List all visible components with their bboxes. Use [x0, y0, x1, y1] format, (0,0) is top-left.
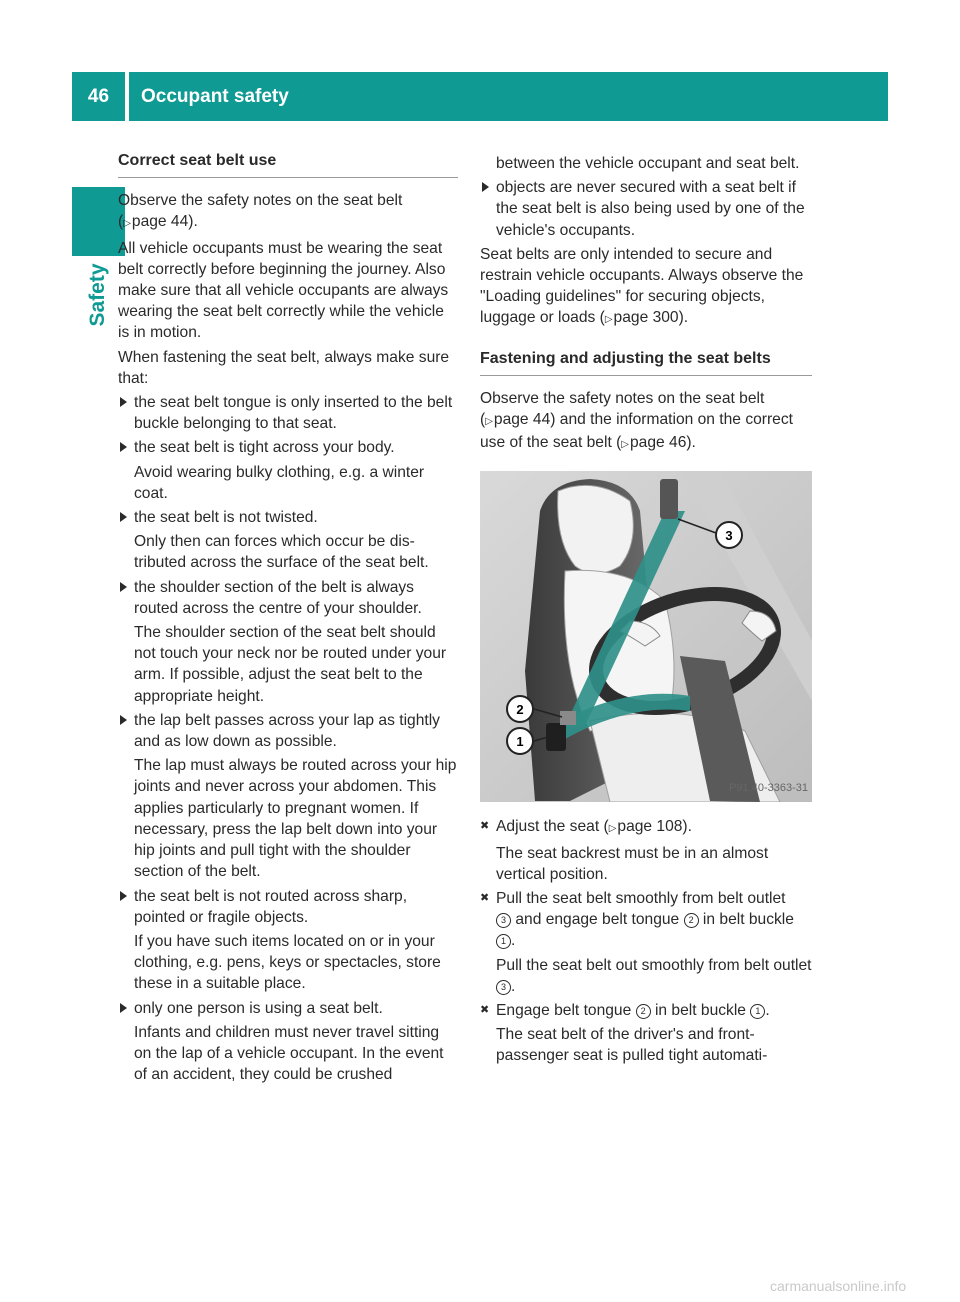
- page-ref-icon: [485, 411, 494, 428]
- list-item: ✖ Engage belt tongue 2 in belt buckle 1 . The seat belt of the driver's and front-passenger seat is pulled tight automati-: [480, 1000, 812, 1067]
- list-item: the seat belt is tight across your body. Avoid wearing bulky clothing, e.g. a winter coat.: [118, 437, 458, 504]
- page-reference-link[interactable]: page 44).: [131, 213, 198, 231]
- marker-1-icon: 1: [750, 1004, 765, 1019]
- paragraph: Observe the safety notes on the seat belt (▷ page 44).: [118, 190, 458, 234]
- page-reference-link[interactable]: page 46).: [630, 434, 696, 452]
- list-item: the seat belt tongue is only inserted to the belt buckle belonging to that seat.: [118, 392, 458, 434]
- footer-url: carmanualsonline.info: [770, 1278, 907, 1294]
- bullet-list: [480, 177, 812, 241]
- left-column: [118, 150, 458, 1088]
- seat-belt-illustration: [480, 471, 812, 802]
- marker-3-icon: 3: [496, 913, 511, 928]
- page-reference-link[interactable]: page 300).: [613, 309, 689, 327]
- marker-2-icon: 2: [684, 913, 699, 928]
- page-reference-link[interactable]: page 108).: [617, 818, 692, 836]
- list-item: ✖ Adjust the seat (▷ page 108). The seat backrest must be in an almost vertical position.: [480, 816, 812, 885]
- instruction-steps: [480, 816, 812, 1066]
- header-divider: [125, 72, 129, 121]
- list-item: the shoulder section of the belt is always routed across the centre of your shoulder. The shoulder section of the seat belt should not touch your neck nor be routed under your arm. If possible, adjust the seat belt to the appropriate height.: [118, 577, 458, 707]
- page-ref-icon: [605, 309, 614, 326]
- page-header: [72, 72, 888, 121]
- list-continuation: between the vehicle occupant and seat belt.: [496, 155, 800, 172]
- heading-fastening-adjusting: Fastening and adjusting the seat belts: [480, 348, 812, 376]
- list-item: the lap belt passes across your lap as tightly and as low down as possible. The lap must always be routed across your hip joints and never across your abdomen. This applies particularly to pregnant women. If necessary, press the lap belt down into your hip joints and pull tight with the shoulder section of the belt.: [118, 710, 458, 883]
- marker-2-icon: 2: [636, 1004, 651, 1019]
- callout-1-label: 1: [516, 734, 524, 750]
- list-item: objects are never secured with a seat belt if the seat belt is also being used by one of the vehicle's occupants.: [480, 177, 812, 241]
- paragraph: Seat belts are only intended to secure and restrain vehicle occupants. Always observe the "Loading guidelines" for securing objects, luggage or loads (▷ page 300).: [480, 244, 812, 331]
- bullet-list: [118, 392, 458, 1085]
- belt-buckle: [546, 723, 566, 751]
- heading-correct-seat-belt-use: Correct seat belt use: [118, 150, 458, 178]
- paragraph: Observe the safety notes on the seat belt (▷ page 44) and the information on the correct use of the seat belt (▷ page 46).: [480, 388, 812, 456]
- list-item: only one person is using a seat belt. Infants and children must never travel sitting on the lap of a vehicle occupant. In the event of an accident, they could be crushed: [118, 998, 458, 1086]
- marker-3-icon: 3: [496, 980, 511, 995]
- marker-1-icon: 1: [496, 934, 511, 949]
- section-title: Occupant safety: [141, 86, 289, 107]
- page-ref-icon: [621, 434, 630, 451]
- page-number: 46: [87, 85, 110, 107]
- figure-code: P91.40-3363-31: [729, 782, 808, 795]
- seat-belt-drawing: [480, 471, 812, 802]
- list-item: the seat belt is not twisted. Only then can forces which occur be distributed across the surface of the seat belt.: [118, 507, 458, 574]
- page-ref-icon: [123, 213, 132, 230]
- belt-tongue: [560, 711, 576, 725]
- paragraph: All vehicle occupants must be wearing the seat belt correctly before beginning the journey. Also make sure that all vehicle occupants are always wearing the seat belt correctly while the vehicle is in motion.: [118, 239, 449, 342]
- side-tab-label: Safety: [86, 263, 109, 327]
- page-reference-link[interactable]: page 44) and the information on the correct use of the seat belt (: [480, 411, 793, 452]
- callout-3-label: 3: [725, 528, 733, 544]
- list-item: ✖ Pull the seat belt smoothly from belt outlet 3 and engage belt tongue 2 in belt buckle 1 . Pull the seat belt out smoothly from belt outlet 3 .: [480, 888, 812, 997]
- callout-2-label: 2: [516, 702, 524, 718]
- belt-outlet: [660, 479, 678, 519]
- paragraph: When fastening the seat belt, always make sure that:: [118, 348, 450, 387]
- list-item: the seat belt is not routed across sharp, pointed or fragile objects. If you have such items located on or in your clothing, e.g. pens, keys or spectacles, store these in a suitable place.: [118, 886, 458, 995]
- right-column: [480, 153, 812, 1070]
